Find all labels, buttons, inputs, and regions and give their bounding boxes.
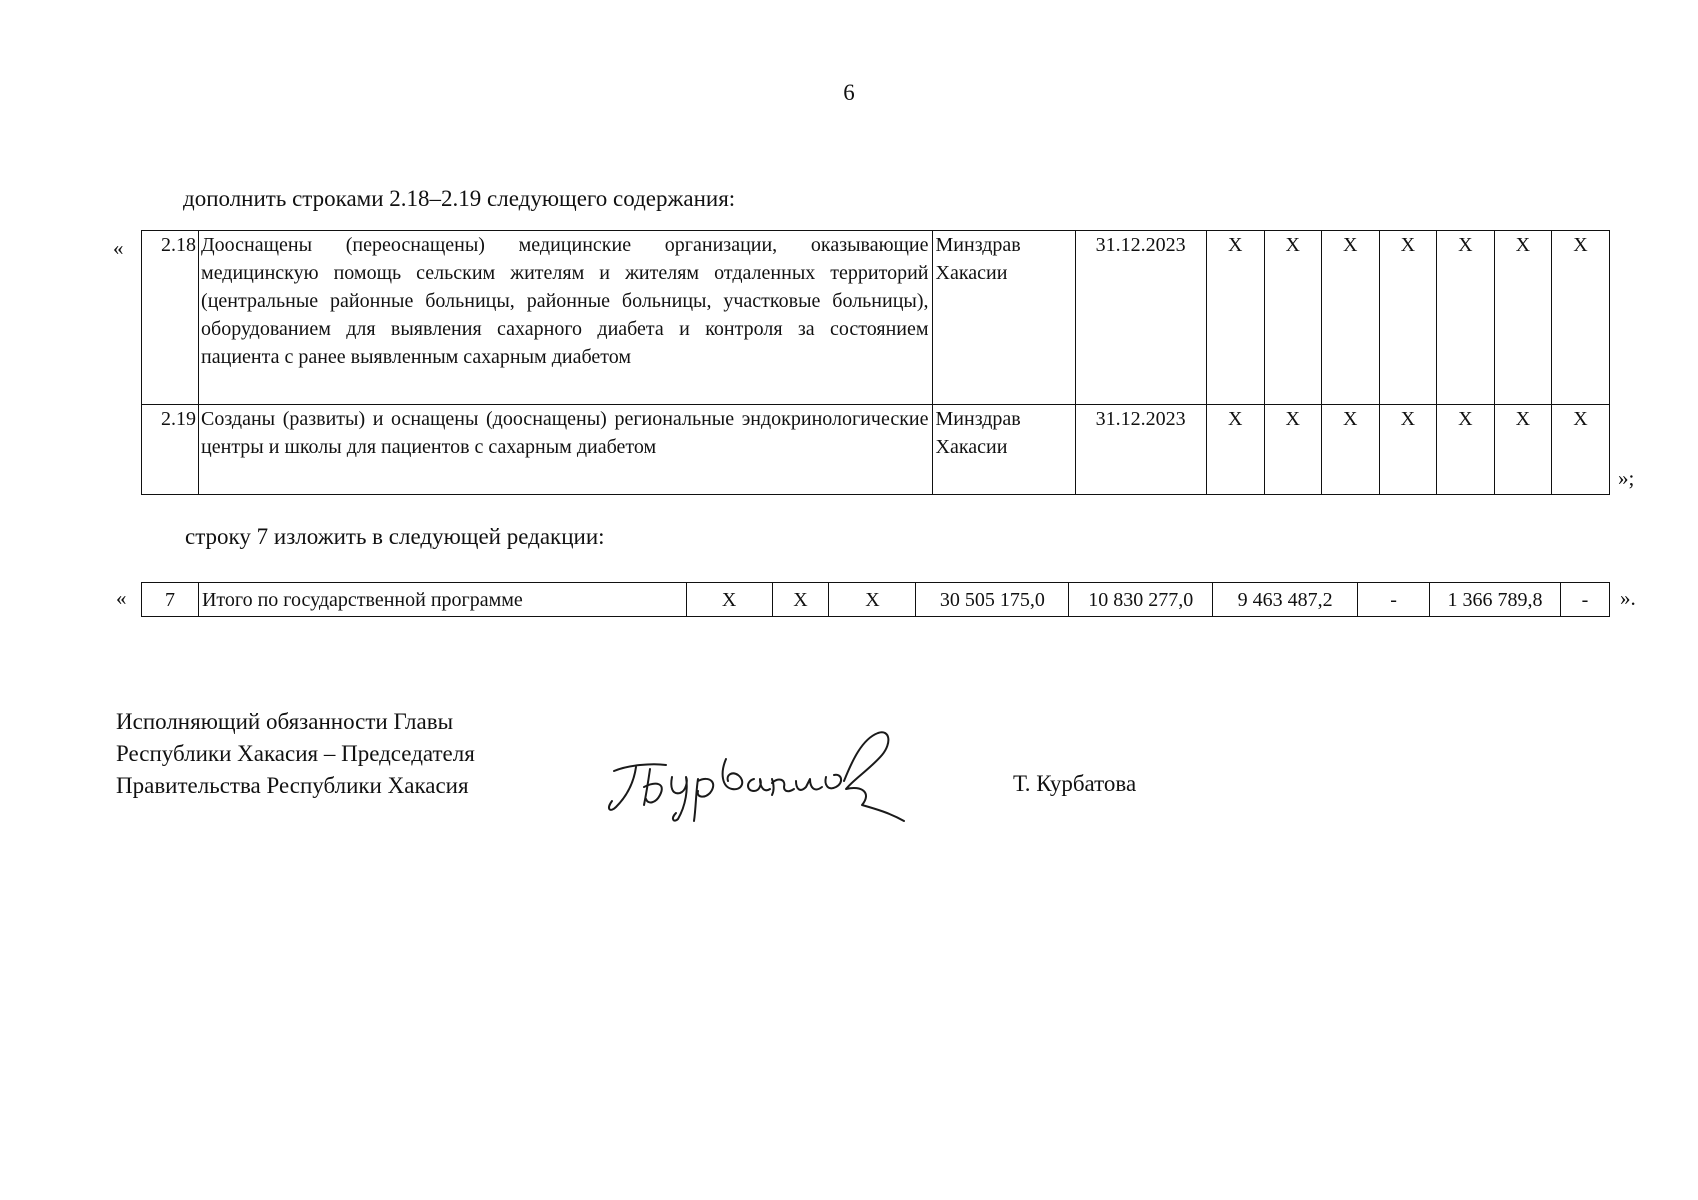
row-mark: X <box>1436 231 1494 405</box>
row-value: 10 830 277,0 <box>1069 583 1213 617</box>
row-mark: X <box>1551 231 1609 405</box>
row-mark: X <box>1379 405 1436 495</box>
row-description: Дооснащены (переоснащены) медицинские организации, оказывающие медицинскую помощь сельским жителям и жителям отдаленных территорий (центральные районные больницы, районные больницы, участковые больницы), оборудованием для выявления сахарного диабета и контроля за состоянием пациента с ранее выявленным сахарным диабетом <box>199 231 932 405</box>
row-organization: Минздрав Хакасии <box>932 231 1075 405</box>
row-value: - <box>1560 583 1609 617</box>
signatory-title-line: Правительства Республики Хакасия <box>116 773 469 798</box>
table-row <box>142 583 1610 617</box>
row-mark: X <box>1206 405 1264 495</box>
row-mark: X <box>1264 231 1321 405</box>
row-number: 2.19 <box>142 405 199 495</box>
amendment-table <box>141 230 1610 495</box>
signature-image <box>600 725 920 825</box>
intro-text-2: строку 7 изложить в следующей редакции: <box>185 524 605 549</box>
row-mark: X <box>1551 405 1609 495</box>
total-table <box>141 582 1610 617</box>
quote-close-2: ». <box>1620 586 1636 610</box>
row-mark: X <box>1264 405 1321 495</box>
row-mark: X <box>686 583 772 617</box>
page-number: 6 <box>843 80 855 105</box>
row-mark: X <box>1494 405 1551 495</box>
row-mark: X <box>829 583 916 617</box>
quote-open-1: « <box>113 236 124 260</box>
row-value: - <box>1358 583 1430 617</box>
row-mark: X <box>1379 231 1436 405</box>
signatory-title-line: Республики Хакасия – Председателя <box>116 741 475 766</box>
row-value: 9 463 487,2 <box>1213 583 1358 617</box>
row-date: 31.12.2023 <box>1075 405 1206 495</box>
signatory-name: Т. Курбатова <box>1013 771 1137 796</box>
signature <box>600 725 920 825</box>
row-mark: X <box>1494 231 1551 405</box>
row-number: 7 <box>142 583 199 617</box>
row-value: 30 505 175,0 <box>916 583 1069 617</box>
row-mark: X <box>1436 405 1494 495</box>
signatory-title-line: Исполняющий обязанности Главы <box>116 709 454 734</box>
intro-text-1: дополнить строками 2.18–2.19 следующего содержания: <box>183 186 736 211</box>
signatory-title <box>116 706 475 802</box>
row-organization: Минздрав Хакасии <box>932 405 1075 495</box>
row-mark: X <box>1206 231 1264 405</box>
row-mark: X <box>1321 405 1379 495</box>
table-row <box>142 405 1610 495</box>
row-value: 1 366 789,8 <box>1430 583 1561 617</box>
row-mark: X <box>1321 231 1379 405</box>
row-description: Созданы (развиты) и оснащены (дооснащены) региональные эндокринологические центры и школы для пациентов с сахарным диабетом <box>199 405 932 495</box>
row-date: 31.12.2023 <box>1075 231 1206 405</box>
quote-open-2: « <box>116 586 127 610</box>
quote-close-1: »; <box>1618 466 1635 490</box>
row-description: Итого по государственной программе <box>198 583 686 617</box>
row-number: 2.18 <box>142 231 199 405</box>
row-mark: X <box>772 583 829 617</box>
table-row <box>142 231 1610 405</box>
